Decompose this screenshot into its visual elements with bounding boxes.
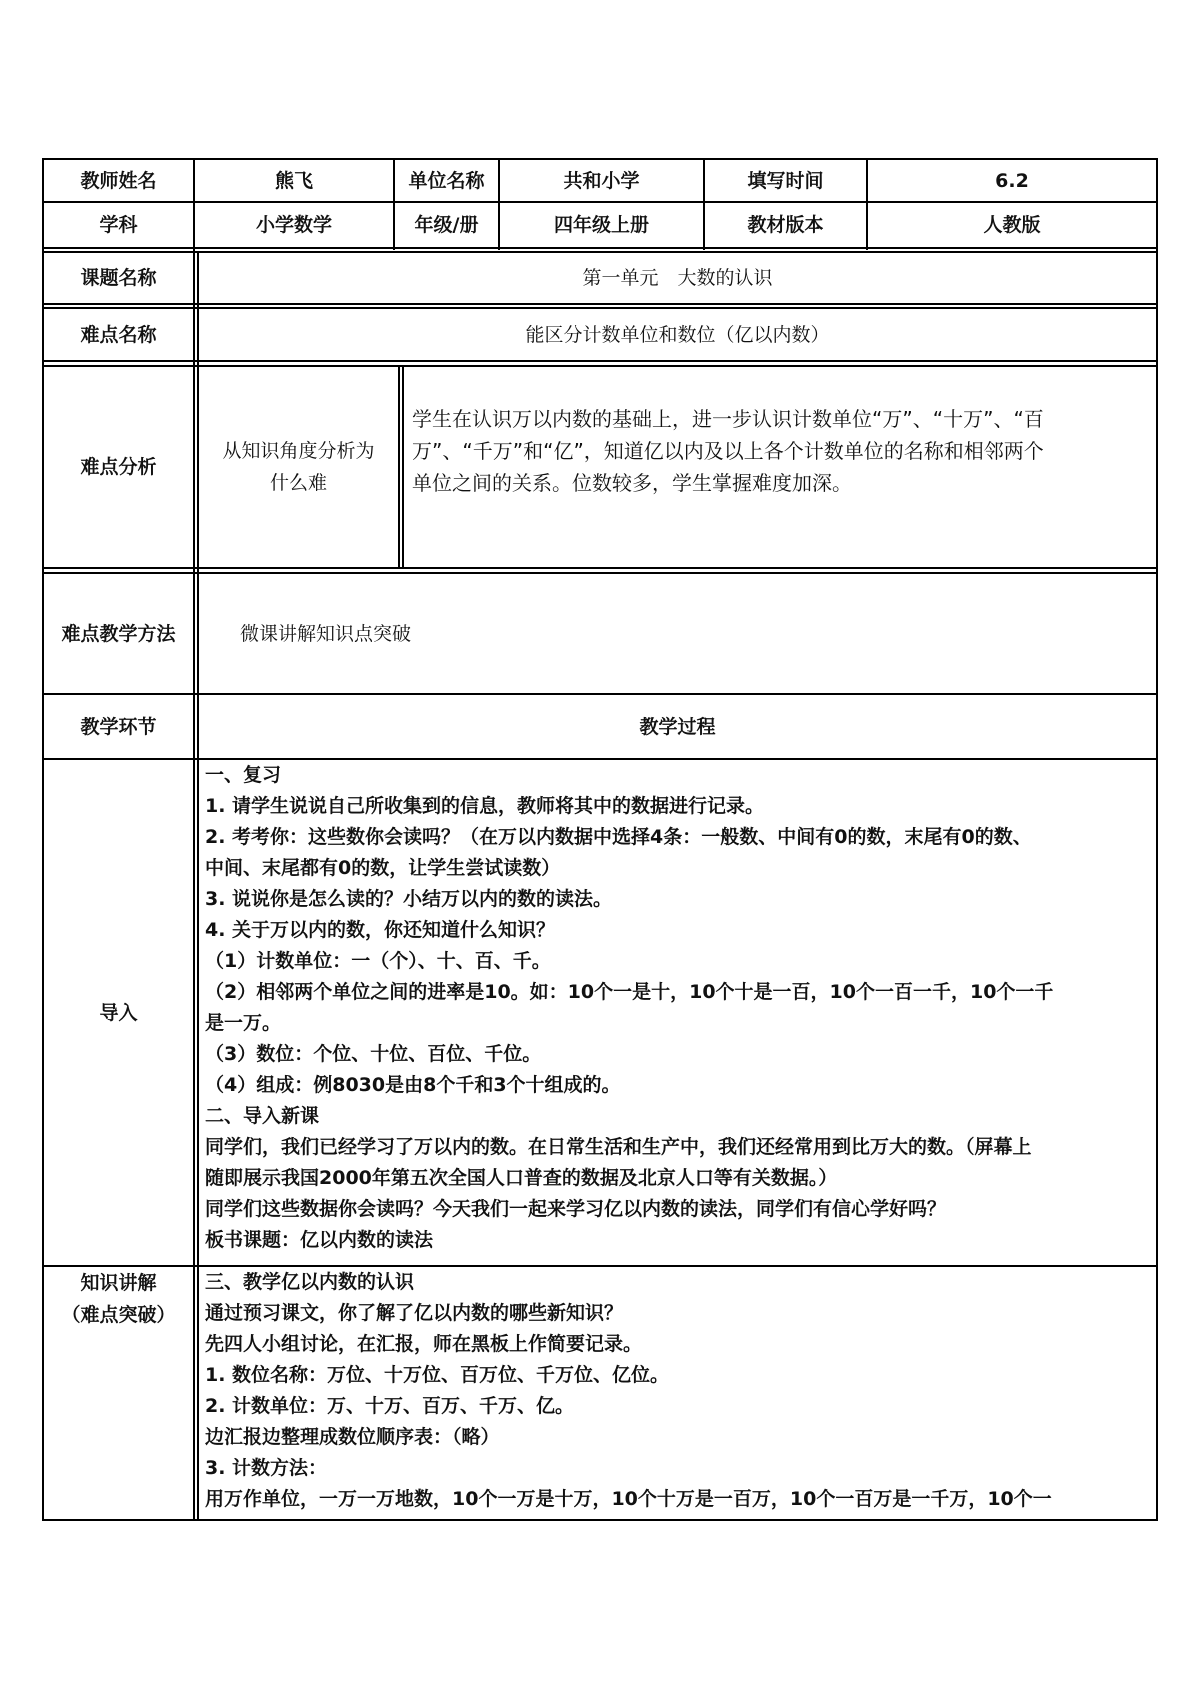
intro-line: 同学们这些数据你会读吗？今天我们一起来学习亿以内数的读法，同学们有信心学好吗？ bbox=[205, 1198, 947, 1220]
intro-line: 1. 请学生说说自己所收集到的信息，教师将其中的数据进行记录。 bbox=[205, 795, 765, 817]
intro-line: 是一万。 bbox=[205, 1012, 282, 1034]
knowledge-line: 3. 计数方法： bbox=[205, 1457, 328, 1479]
knowledge-line: 通过预习课文，你了解了亿以内数的哪些新知识？ bbox=[205, 1302, 624, 1324]
knowledge-line: 三、教学亿以内数的认识 bbox=[205, 1271, 415, 1293]
knowledge-stage-line: 知识讲解 bbox=[80, 1272, 157, 1294]
intro-stage-label: 导入 bbox=[99, 1001, 138, 1024]
analysis-text bbox=[412, 403, 1152, 499]
analysis-sub-label bbox=[199, 367, 398, 567]
intro-line: 3. 说说你是怎么读的？小结万以内的数的读法。 bbox=[205, 888, 613, 910]
subject-label: 学科 bbox=[99, 214, 138, 236]
table-border-bottom bbox=[42, 1519, 1158, 1521]
row-divider bbox=[42, 360, 1158, 362]
fill-date-value: 6.2 bbox=[995, 169, 1029, 192]
grade-value: 四年级上册 bbox=[553, 214, 649, 236]
analysis-sub-label-line: 什么难 bbox=[269, 472, 327, 494]
grade-label: 年级/册 bbox=[414, 214, 479, 236]
knowledge-line: 先四人小组讨论，在汇报，师在黑板上作简要记录。 bbox=[205, 1333, 643, 1355]
difficulty-value: 能区分计数单位和数位（亿以内数） bbox=[525, 323, 830, 346]
method-label: 难点教学方法 bbox=[61, 622, 176, 645]
analysis-line: 万”、“千万”和“亿”，知道亿以内及以上各个计数单位的名称和相邻两个 bbox=[412, 439, 1044, 463]
knowledge-stage-line: （难点突破） bbox=[61, 1304, 176, 1326]
row-divider bbox=[42, 567, 1158, 569]
knowledge-line: 边汇报边整理成数位顺序表：（略） bbox=[205, 1426, 500, 1448]
teacher-name-label: 教师姓名 bbox=[80, 169, 157, 192]
analysis-divider bbox=[398, 365, 400, 569]
topic-value: 第一单元 大数的认识 bbox=[582, 267, 773, 289]
method-value: 微课讲解知识点突破 bbox=[240, 622, 412, 645]
unit-name-value: 共和小学 bbox=[563, 169, 640, 192]
stage-header-label: 教学环节 bbox=[80, 715, 157, 738]
analysis-sub-label-line: 从知识角度分析为 bbox=[222, 440, 375, 462]
subject-value: 小学数学 bbox=[255, 214, 332, 236]
intro-line: （2）相邻两个单位之间的进率是10。如：10个一是十，10个十是一百，10个一百一千，10个一千 bbox=[205, 981, 1054, 1003]
fill-date-label: 填写时间 bbox=[747, 169, 824, 192]
row-divider bbox=[42, 247, 1158, 249]
intro-line: 二、导入新课 bbox=[205, 1105, 320, 1127]
teacher-name-value: 熊飞 bbox=[274, 169, 313, 192]
intro-line: 中间、末尾都有0的数，让学生尝试读数） bbox=[205, 857, 561, 879]
row-divider bbox=[42, 303, 1158, 305]
knowledge-line: 1. 数位名称：万位、十万位、百万位、千万位、亿位。 bbox=[205, 1364, 670, 1386]
analysis-line: 学生在认识万以内数的基础上，进一步认识计数单位“万”、“十万”、“百 bbox=[412, 407, 1044, 431]
intro-line: 随即展示我国2000年第五次全国人口普查的数据及北京人口等有关数据。） bbox=[205, 1167, 838, 1189]
knowledge-line: 用万作单位，一万一万地数，10个一万是十万，10个十万是一百万，10个一百万是一千万，10个一 bbox=[205, 1488, 1052, 1510]
intro-line: （1）计数单位：一（个）、十、百、千。 bbox=[205, 950, 551, 972]
table-border-right bbox=[1156, 158, 1158, 1521]
topic-label: 课题名称 bbox=[80, 267, 157, 289]
knowledge-content bbox=[205, 1267, 1153, 1515]
intro-line: 一、复习 bbox=[205, 764, 282, 786]
knowledge-stage-label bbox=[44, 1267, 193, 1331]
intro-line: 板书课题：亿以内数的读法 bbox=[205, 1229, 434, 1251]
analysis-divider-inner bbox=[402, 365, 404, 569]
intro-line: 2. 考考你：这些数你会读吗？（在万以内数据中选择4条：一般数、中间有0的数，末尾有0的数、 bbox=[205, 826, 1032, 848]
unit-name-label: 单位名称 bbox=[408, 169, 485, 192]
edition-value: 人教版 bbox=[983, 214, 1041, 236]
intro-line: 同学们，我们已经学习了万以内的数。在日常生活和生产中，我们还经常用到比万大的数。（屏幕上 bbox=[205, 1136, 1032, 1158]
analysis-label: 难点分析 bbox=[80, 456, 157, 478]
analysis-line: 单位之间的关系。位数较多，学生掌握难度加深。 bbox=[412, 471, 852, 495]
edition-label: 教材版本 bbox=[747, 214, 824, 236]
intro-line: （4）组成：例8030是由8个千和3个十组成的。 bbox=[205, 1074, 621, 1096]
knowledge-line: 2. 计数单位：万、十万、百万、千万、亿。 bbox=[205, 1395, 575, 1417]
intro-line: （3）数位：个位、十位、百位、千位。 bbox=[205, 1043, 542, 1065]
label-column-divider bbox=[193, 158, 195, 1521]
intro-content bbox=[205, 760, 1153, 1256]
process-header-label: 教学过程 bbox=[639, 715, 716, 738]
intro-line: 4. 关于万以内的数，你还知道什么知识？ bbox=[205, 919, 556, 941]
difficulty-label: 难点名称 bbox=[80, 323, 157, 346]
